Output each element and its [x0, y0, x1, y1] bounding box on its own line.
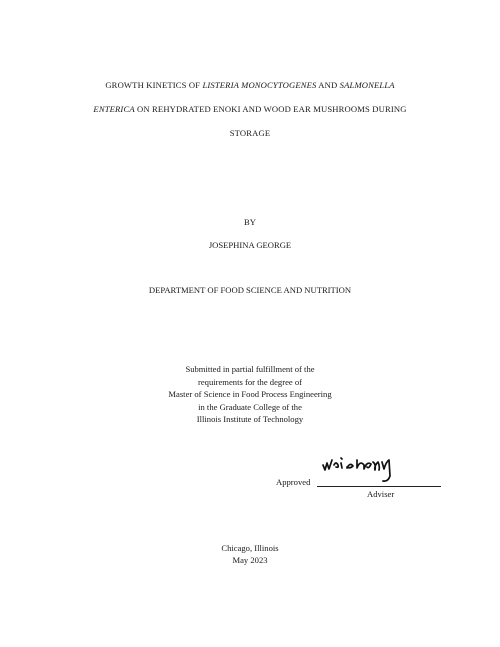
title-organism-listeria: LISTERIA MONOCYTOGENES: [202, 80, 317, 90]
submission-line: Master of Science in Food Process Engineering: [168, 389, 332, 399]
submission-line: in the Graduate College of the: [198, 401, 302, 412]
signature-line: [317, 486, 441, 487]
submission-date: May 2023: [232, 555, 268, 565]
by-label: BY: [244, 217, 256, 227]
location: Chicago, Illinois: [221, 543, 279, 553]
title-text: GROWTH KINETICS OF: [105, 80, 203, 90]
submission-statement: [0, 363, 500, 426]
submission-line: requirements for the degree of: [197, 376, 303, 387]
submission-line: Illinois Institute of Technology: [196, 414, 304, 424]
title-organism-salmonella: SALMONELLA: [339, 80, 395, 90]
adviser-signature: [320, 448, 420, 488]
thesis-title-line-3: STORAGE: [229, 128, 271, 138]
approval-block: [276, 448, 446, 499]
title-text: ON REHYDRATED ENOKI AND WOOD EAR MUSHROOMS DURING: [134, 104, 407, 114]
thesis-title-line-1: [0, 80, 500, 90]
adviser-label: Adviser: [367, 489, 395, 499]
approved-label: Approved: [276, 477, 311, 487]
title-organism-enterica: ENTERICA: [93, 104, 135, 114]
author-name: JOSEPHINA GEORGE: [208, 240, 292, 250]
submission-line: Submitted in partial fulfillment of the: [185, 364, 315, 374]
thesis-title-line-2: [0, 104, 500, 114]
department-name: DEPARTMENT OF FOOD SCIENCE AND NUTRITION: [148, 285, 352, 295]
title-text: AND: [316, 80, 340, 90]
